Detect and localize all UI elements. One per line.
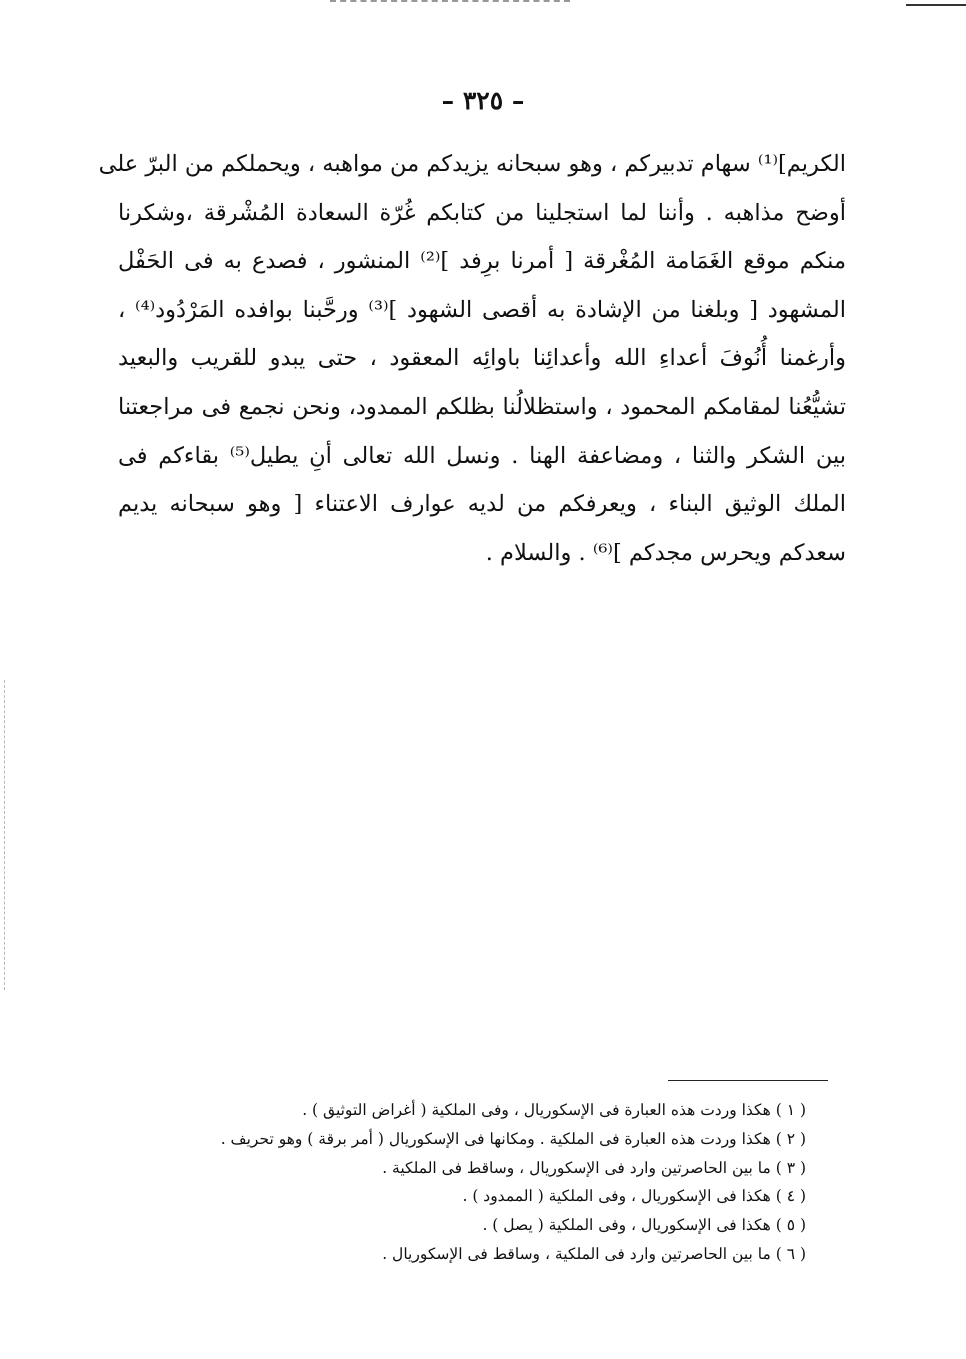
body-line: منكم موقع الغَمَامة المُغْرقة [ أمرنا برِفد ]⁽²⁾ المنشور ، فصدع به فى الحَفْل: [118, 248, 847, 275]
page-number: – ٣٢٥ –: [441, 86, 525, 115]
footnote: ( ١ ) هكذا وردت هذه العبارة فى الإسكوريال ، وفى الملكية ( أغراض التوثيق ) .: [302, 1101, 806, 1119]
footnotes: [118, 1096, 806, 1269]
scan-artifact-corner: [906, 4, 966, 6]
body-line: المشهود [ وبلغنا من الإشادة به أقصى الشهود ]⁽³⁾ ورحَّبنا بوافده المَرْدُود⁽⁴⁾ ،: [118, 296, 846, 323]
scan-artifact-margin: [4, 680, 5, 990]
body-line: بين الشكر والثنا ، ومضاعفة الهنا . ونسل الله تعالى أنِ يطيل⁽⁵⁾ بقاءكم فى: [118, 442, 846, 469]
footnote: ( ٢ ) هكذا وردت هذه العبارة فى الملكية . ومكانها فى الإسكوريال ( أمر برقة ) وهو تحريف .: [220, 1129, 806, 1148]
body-line: الملك الوثيق البناء ، ويعرفكم من لديه عوارف الاعتناء [ وهو سبحانه يديم: [118, 491, 846, 518]
body-line: أوضح مذاهبه . وأننا لما استجلينا من كتابكم غُرّة السعادة المُشْرقة ،وشكرنا: [118, 199, 846, 226]
footnote: ( ٣ ) ما بين الحاصرتين وارد فى الإسكوريال ، وساقط فى الملكية .: [382, 1158, 806, 1177]
scan-artifact-top: [330, 0, 570, 8]
body-line: وأرغمنا أُنُوفَ أعداءِ الله وأعدائِنا باوائِه المعقود ، حتى يبدو للقريب والبعيد: [118, 345, 846, 372]
body-text: [98, 140, 847, 577]
footnote-divider: [668, 1080, 828, 1081]
footnote: ( ٥ ) هكذا فى الإسكوريال ، وفى الملكية ( يصل ) .: [482, 1216, 806, 1235]
body-line: تشيُّعُنا لمقامكم المحمود ، واستظلالُنا بظلكم الممدود، ونحن نجمع فى مراجعتنا: [118, 393, 846, 420]
body-line: الكريم]⁽¹⁾ سهام تدبيركم ، وهو سبحانه يزيدكم من مواهبه ، ويحملكم من البرّ على: [98, 151, 846, 177]
footnote: ( ٤ ) هكذا فى الإسكوريال ، وفى الملكية ( الممدود ) .: [462, 1187, 806, 1206]
footnote: ( ٦ ) ما بين الحاصرتين وارد فى الملكية ، وساقط فى الإسكوريال .: [382, 1244, 806, 1263]
body-line: سعدكم ويحرس مجدكم ]⁽⁶⁾ . والسلام .: [485, 539, 846, 566]
